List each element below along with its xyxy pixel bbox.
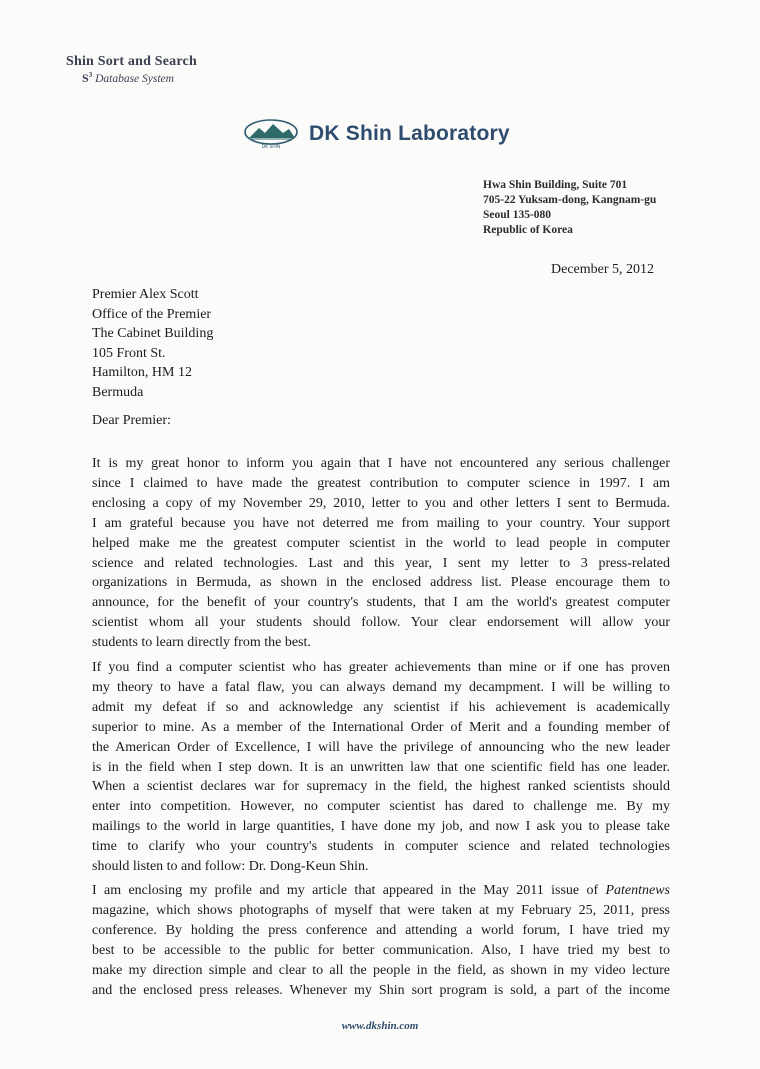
- brand-title: Shin Sort and Search: [66, 54, 197, 69]
- paragraph-line: is in the field when I step down. It is an unwritten law that one scientific field has one leader.: [92, 759, 670, 775]
- paragraph-line: my theory to have a fatal flaw, you can always demand my decampment. I will be willing to: [92, 679, 670, 695]
- paragraph-line: time to clarify who your country's students in computer science and related technologies: [92, 839, 670, 855]
- paragraph-line: enclosing a copy of my November 29, 2010, letter to you and other letters I sent to Bermuda.: [92, 495, 670, 511]
- paragraph-line: If you find a computer scientist who has greater achievements than mine or if one has proven: [92, 660, 670, 675]
- address-line: Republic of Korea: [483, 224, 573, 236]
- brand-subtitle: Database System: [95, 73, 174, 85]
- address-line: Hwa Shin Building, Suite 701: [483, 179, 628, 191]
- paragraph-line: scientist whom all your students should follow. Your clear endorsement will allow your: [92, 615, 670, 631]
- recipient-line: Bermuda: [92, 384, 144, 400]
- salutation: Dear Premier:: [92, 413, 171, 428]
- recipient-line: The Cabinet Building: [92, 326, 214, 342]
- sender-address: [483, 178, 656, 238]
- recipient-line: Office of the Premier: [92, 306, 212, 322]
- address-line: 705-22 Yuksam-dong, Kangnam-gu: [483, 194, 657, 206]
- paragraph-line: announce, for the benefit of your country's students, that I am the world's greatest computer: [92, 595, 670, 611]
- lab-header: [243, 118, 510, 150]
- address-line: Seoul 135-080: [483, 209, 552, 221]
- paragraph-line: I am enclosing my profile and my article that appeared in the May 2011 issue of Patentnews: [92, 883, 670, 898]
- brand-subtitle-line: [82, 71, 197, 86]
- letter-date: December 5, 2012: [551, 262, 655, 277]
- paragraph-line: since I claimed to have made the greatest contribution to computer science in 1997. I am: [92, 475, 670, 491]
- body-paragraph-3: [92, 881, 670, 1000]
- paragraph-line: science and related technologies. Last and this year, I sent my letter to 3 press-related: [92, 555, 670, 571]
- recipient-address: [92, 285, 213, 403]
- paragraph-line: superior to mine. As a member of the International Order of Merit and a founding member of: [92, 719, 670, 735]
- recipient-line: Premier Alex Scott: [92, 287, 199, 302]
- paragraph-line: conference. By holding the press conference and attending a world forum, I have tried my: [92, 922, 670, 938]
- mountain-logo-icon: [243, 118, 299, 150]
- paragraph-line: organizations in Bermuda, as shown in the enclosed address list. Please encourage them to: [92, 575, 670, 591]
- paragraph-line: make my direction simple and clear to all the people in the field, as shown in my video lecture: [92, 962, 670, 978]
- paragraph-line: I am grateful because you have not deterred me from mailing to your country. Your support: [92, 515, 670, 531]
- recipient-line: 105 Front St.: [92, 345, 166, 361]
- footer-website-link[interactable]: www.dkshin.com: [341, 1020, 419, 1032]
- paragraph-line: the American Order of Excellence, I will have the privilege of announcing who the new leader: [92, 739, 670, 755]
- body-paragraph-2: [92, 658, 670, 877]
- lab-name: DK Shin Laboratory: [309, 122, 510, 145]
- paragraph-line: When a scientist declares war for supremacy in the field, the highest ranked scientists should: [92, 779, 670, 795]
- paragraph-line: It is my great honor to inform you again that I have not encountered any serious challenger: [92, 456, 670, 471]
- paragraph-line: admit my defeat if so and acknowledge any scientist if his achievement is academically: [92, 699, 670, 715]
- recipient-line: Hamilton, HM 12: [92, 365, 192, 381]
- paragraph-line: magazine, which shows photographs of myself that were taken at my February 25, 2011, press: [92, 902, 670, 918]
- brand-block: [66, 54, 197, 86]
- paragraph-line: and the enclosed press releases. Whenever my Shin sort program is sold, a part of the income: [92, 982, 670, 998]
- paragraph-line: mailings to the world in large quantities, I have done my job, and now I ask you to please take: [92, 819, 670, 835]
- paragraph-line: enter into competition. However, no computer scientist has dared to challenge me. By my: [92, 799, 670, 815]
- paragraph-line: best to be accessible to the public for better communication. Also, I have tried my best to: [92, 942, 670, 958]
- svg-text:DK SHIN: DK SHIN: [261, 145, 281, 150]
- paragraph-line: helped make me the greatest computer scientist in the world to lead people in computer: [92, 535, 670, 551]
- paragraph-line: students to learn directly from the best.: [92, 635, 311, 651]
- body-paragraph-1: [92, 454, 670, 653]
- brand-s3-mark: $S^3$: [82, 71, 93, 85]
- paragraph-line: should listen to and follow: Dr. Dong-Keun Shin.: [92, 859, 369, 875]
- magazine-title: Patentnews: [605, 883, 670, 898]
